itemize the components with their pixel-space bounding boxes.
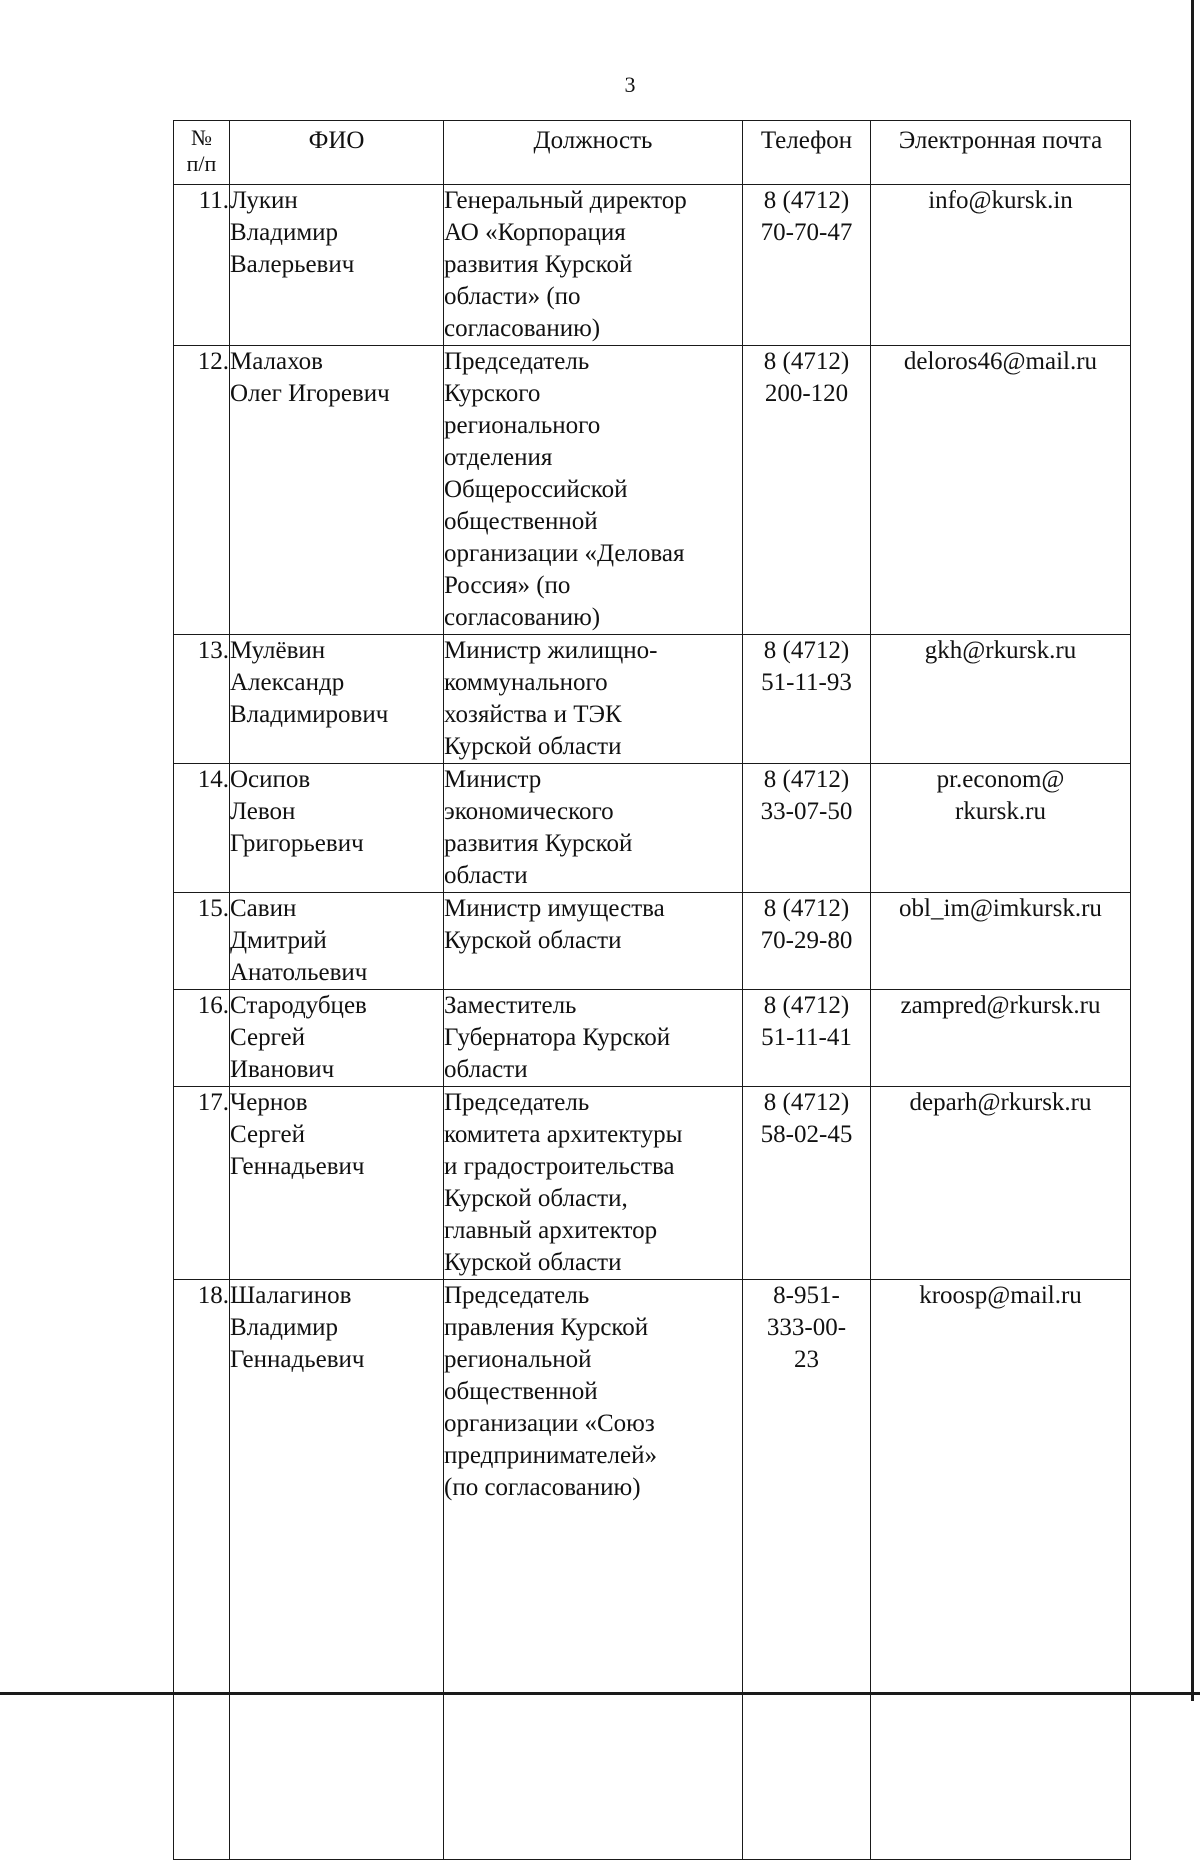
row-number: 15. — [174, 893, 230, 990]
person-email-line: gkh@rkursk.ru — [924, 637, 1077, 664]
person-name-line: Сергей — [230, 1121, 305, 1148]
person-email-line: obl_im@imkursk.ru — [899, 895, 1102, 922]
person-position-line: Курской области — [444, 927, 622, 954]
person-position-line: Министр имущества — [444, 895, 665, 922]
person-position-line: Курской области, — [444, 1185, 628, 1212]
person-name-line: Александр — [230, 669, 345, 696]
person-position-line: (по согласованию) — [444, 1474, 641, 1501]
person-position-line: организации «Союз — [444, 1410, 655, 1437]
person-phone-line: 8 (4712) — [763, 637, 850, 664]
person-position-line: и градостроительства — [444, 1153, 675, 1180]
person-email-line: info@kursk.in — [928, 187, 1073, 214]
person-phone-line: 200-120 — [764, 380, 849, 407]
person-phone-line: 8 (4712) — [763, 1089, 850, 1116]
person-email-line: pr.econom@ — [936, 766, 1065, 793]
row-number: 16. — [174, 990, 230, 1087]
person-name-cell — [230, 990, 444, 1087]
person-position-line: отделения — [444, 444, 553, 471]
person-position-cell — [444, 346, 743, 635]
person-position-cell — [444, 1280, 743, 1860]
person-phone-line: 51-11-41 — [761, 1024, 852, 1051]
person-name-line: Олег Игоревич — [230, 380, 390, 407]
person-position-line: Курского — [444, 380, 541, 407]
person-email-cell — [871, 1280, 1131, 1860]
person-name-line: Сергей — [230, 1024, 305, 1051]
row-number: 13. — [174, 635, 230, 764]
table-row — [174, 764, 1131, 893]
person-position-line: Заместитель — [444, 992, 577, 1019]
person-phone-line: 8 (4712) — [763, 895, 850, 922]
person-name-cell — [230, 764, 444, 893]
person-position-line: Генеральный директор — [444, 187, 687, 214]
person-email-line: deloros46@mail.ru — [903, 348, 1098, 375]
person-position-line: Министр жилищно- — [444, 637, 658, 664]
scan-edge-right — [1191, 0, 1194, 1701]
header-phone: Телефон — [743, 121, 871, 185]
person-position-line: Губернатора Курской — [444, 1024, 671, 1051]
person-position-cell — [444, 893, 743, 990]
person-position-line: коммунального — [444, 669, 608, 696]
person-email-line: rkursk.ru — [955, 798, 1046, 825]
header-num-line: п/п — [186, 151, 217, 176]
person-phone-cell — [743, 635, 871, 764]
person-email-cell — [871, 764, 1131, 893]
person-position-line: главный архитектор — [444, 1217, 658, 1244]
person-position-line: области — [444, 862, 528, 889]
person-email-line: deparh@rkursk.ru — [909, 1089, 1092, 1116]
person-position-line: хозяйства и ТЭК — [444, 701, 622, 728]
person-name-cell — [230, 893, 444, 990]
person-email-line: zampred@rkursk.ru — [900, 992, 1101, 1019]
header-email: Электронная почта — [871, 121, 1131, 185]
person-position-line: Общероссийской — [444, 476, 628, 503]
person-phone-cell — [743, 893, 871, 990]
person-name-line: Мулёвин — [230, 637, 326, 664]
person-phone-line: 23 — [794, 1346, 819, 1373]
person-name-line: Геннадьевич — [230, 1153, 365, 1180]
person-name-line: Осипов — [230, 766, 311, 793]
person-position-line: Председатель — [444, 1089, 590, 1116]
person-position-line: общественной — [444, 1378, 598, 1405]
person-name-line: Геннадьевич — [230, 1346, 365, 1373]
person-position-line: развития Курской — [444, 830, 633, 857]
table-row — [174, 990, 1131, 1087]
person-name-line: Дмитрий — [230, 927, 327, 954]
person-name-line: Левон — [230, 798, 296, 825]
person-email-cell — [871, 990, 1131, 1087]
person-position-line: согласованию) — [444, 604, 601, 631]
person-phone-cell — [743, 185, 871, 346]
table-row — [174, 893, 1131, 990]
person-position-line: Россия» (по — [444, 572, 571, 599]
table-body — [174, 185, 1131, 1860]
person-name-line: Анатольевич — [230, 959, 368, 986]
person-name-line: Стародубцев — [230, 992, 367, 1019]
person-email-line: kroosp@mail.ru — [919, 1282, 1082, 1309]
header-position: Должность — [444, 121, 743, 185]
person-name-line: Савин — [230, 895, 297, 922]
person-phone-line: 8 (4712) — [763, 187, 850, 214]
header-num-line: № — [191, 125, 212, 150]
row-number: 14. — [174, 764, 230, 893]
person-position-line: Министр — [444, 766, 542, 793]
person-phone-line: 8-951- — [773, 1282, 840, 1309]
table-row — [174, 185, 1131, 346]
person-position-line: Курской области — [444, 733, 622, 760]
row-number: 11. — [174, 185, 230, 346]
person-position-line: правления Курской — [444, 1314, 649, 1341]
row-number: 12. — [174, 346, 230, 635]
person-phone-line: 8 (4712) — [763, 992, 850, 1019]
row-number: 17. — [174, 1087, 230, 1280]
person-phone-line: 51-11-93 — [761, 669, 852, 696]
person-phone-line: 33-07-50 — [760, 798, 853, 825]
person-position-cell — [444, 764, 743, 893]
person-name-line: Шалагинов — [230, 1282, 352, 1309]
person-name-line: Лукин — [230, 187, 298, 214]
page-number: 3 — [624, 72, 636, 97]
person-position-line: области — [444, 1056, 528, 1083]
person-name-line: Иванович — [230, 1056, 335, 1083]
person-name-line: Григорьевич — [230, 830, 364, 857]
person-position-line: АО «Корпорация — [444, 219, 626, 246]
person-name-cell — [230, 1280, 444, 1860]
person-phone-line: 8 (4712) — [763, 766, 850, 793]
person-position-line: комитета архитектуры — [444, 1121, 683, 1148]
contacts-table — [173, 120, 1131, 1860]
person-name-line: Владимир — [230, 1314, 339, 1341]
person-position-line: региональной — [444, 1346, 592, 1373]
person-name-cell — [230, 1087, 444, 1280]
person-name-cell — [230, 346, 444, 635]
person-position-line: организации «Деловая — [444, 540, 685, 567]
person-position-line: экономического — [444, 798, 614, 825]
person-name-cell — [230, 185, 444, 346]
person-email-cell — [871, 185, 1131, 346]
header-name: ФИО — [230, 121, 444, 185]
table-header — [174, 121, 1131, 185]
person-position-line: развития Курской — [444, 251, 633, 278]
table-row — [174, 635, 1131, 764]
person-name-line: Владимирович — [230, 701, 389, 728]
person-position-line: Председатель — [444, 348, 590, 375]
person-phone-line: 58-02-45 — [760, 1121, 853, 1148]
person-phone-cell — [743, 764, 871, 893]
person-position-line: предпринимателей» — [444, 1442, 657, 1469]
person-email-cell — [871, 1087, 1131, 1280]
header-row — [174, 121, 1131, 185]
person-phone-cell — [743, 346, 871, 635]
person-phone-cell — [743, 1280, 871, 1860]
person-name-line: Валерьевич — [230, 251, 355, 278]
person-position-line: согласованию) — [444, 315, 601, 342]
table-row — [174, 346, 1131, 635]
person-position-line: общественной — [444, 508, 598, 535]
person-position-cell — [444, 990, 743, 1087]
person-email-cell — [871, 346, 1131, 635]
person-position-cell — [444, 185, 743, 346]
row-number: 18. — [174, 1280, 230, 1860]
person-phone-cell — [743, 1087, 871, 1280]
person-phone-line: 70-29-80 — [760, 927, 853, 954]
table-row — [174, 1087, 1131, 1280]
person-phone-line: 70-70-47 — [760, 219, 853, 246]
person-position-cell — [444, 1087, 743, 1280]
person-name-line: Чернов — [230, 1089, 308, 1116]
person-name-cell — [230, 635, 444, 764]
person-phone-line: 333-00- — [766, 1314, 847, 1341]
header-num — [174, 121, 230, 185]
person-name-line: Владимир — [230, 219, 339, 246]
person-email-cell — [871, 635, 1131, 764]
person-email-cell — [871, 893, 1131, 990]
person-position-line: области» (по — [444, 283, 581, 310]
person-position-line: Председатель — [444, 1282, 590, 1309]
person-name-line: Малахов — [230, 348, 323, 375]
person-position-cell — [444, 635, 743, 764]
person-phone-cell — [743, 990, 871, 1087]
person-position-line: Курской области — [444, 1249, 622, 1276]
person-phone-line: 8 (4712) — [763, 348, 850, 375]
table-row — [174, 1280, 1131, 1860]
person-position-line: регионального — [444, 412, 601, 439]
